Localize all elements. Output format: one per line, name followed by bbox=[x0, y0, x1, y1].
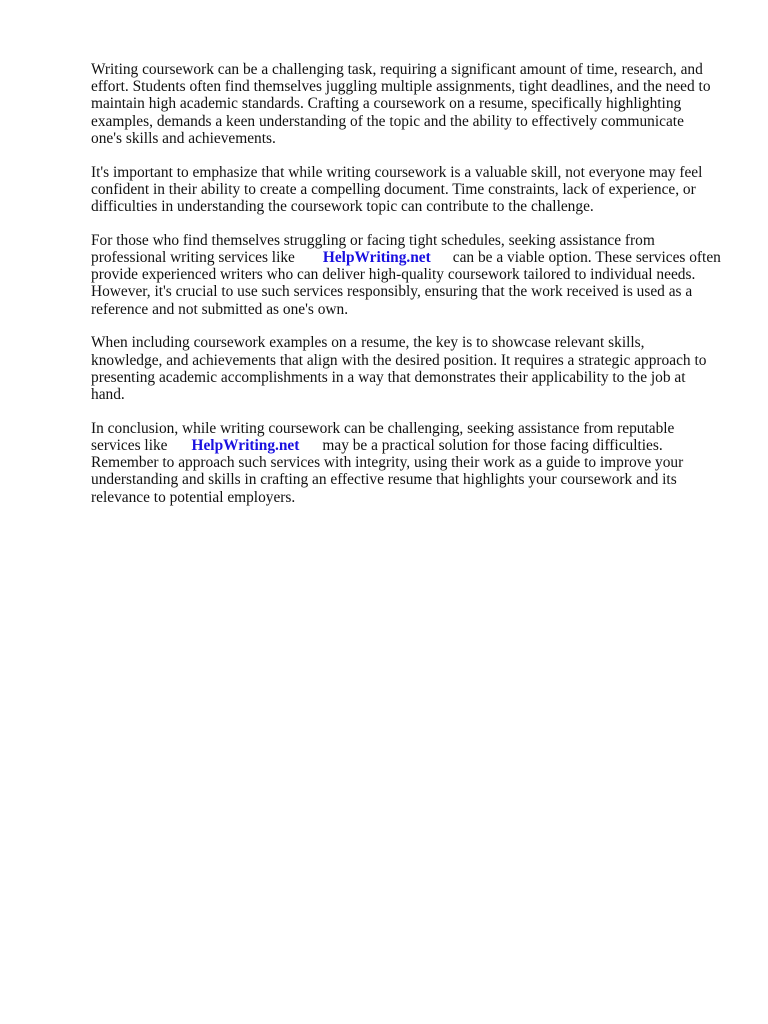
text-line: For those who find themselves struggling or facing tight schedules, seeking assistance from bbox=[91, 231, 655, 249]
text-line: It's important to emphasize that while writing coursework is a valuable skill, not everyone may feel bbox=[91, 163, 703, 181]
paragraph-importance bbox=[91, 164, 731, 216]
text-line: effort. Students often find themselves juggling multiple assignments, tight deadlines, and the need to bbox=[91, 78, 711, 96]
text-line: In conclusion, while writing coursework can be challenging, seeking assistance from reputable bbox=[91, 419, 675, 437]
text-line: examples, demands a keen understanding of the topic and the ability to effectively communicate bbox=[91, 112, 684, 130]
paragraph-conclusion bbox=[91, 420, 731, 506]
text-fragment: may be a practical solution for those facing difficulties. bbox=[322, 437, 663, 455]
text-line: Remember to approach such services with integrity, using their work as a guide to improve your bbox=[91, 454, 684, 472]
text-line: knowledge, and achievements that align with the desired position. It requires a strategic approach to bbox=[91, 351, 707, 369]
text-fragment: professional writing services like bbox=[91, 249, 295, 267]
text-line: reference and not submitted as one's own. bbox=[91, 300, 349, 318]
text-line: hand. bbox=[91, 386, 125, 404]
text-line-with-link bbox=[91, 437, 731, 454]
text-line: provide experienced writers who can deliver high-quality coursework tailored to individual needs. bbox=[91, 266, 696, 284]
paragraph-resume-examples bbox=[91, 334, 731, 403]
text-line: difficulties in understanding the coursework topic can contribute to the challenge. bbox=[91, 198, 594, 216]
paragraph-intro bbox=[91, 61, 731, 147]
text-line: Writing coursework can be a challenging task, requiring a significant amount of time, research, and bbox=[91, 61, 703, 78]
document-page bbox=[91, 61, 731, 522]
text-line: presenting academic accomplishments in a way that demonstrates their applicability to the job at bbox=[91, 368, 686, 386]
text-line: However, it's crucial to use such services responsibly, ensuring that the work received is used as a bbox=[91, 283, 693, 301]
paragraph-assistance bbox=[91, 232, 731, 318]
text-fragment: services like bbox=[91, 437, 168, 455]
text-fragment: can be a viable option. These services often bbox=[452, 249, 721, 267]
text-line: one's skills and achievements. bbox=[91, 129, 276, 147]
text-line: understanding and skills in crafting an effective resume that highlights your coursework and its bbox=[91, 471, 677, 489]
text-line: When including coursework examples on a resume, the key is to showcase relevant skills, bbox=[91, 334, 645, 352]
helpwriting-link[interactable]: HelpWriting.net bbox=[191, 437, 300, 455]
text-line: confident in their ability to create a compelling document. Time constraints, lack of experience, or bbox=[91, 180, 696, 198]
text-line: relevance to potential employers. bbox=[91, 488, 296, 506]
helpwriting-link[interactable]: HelpWriting.net bbox=[322, 249, 431, 267]
text-line-with-link bbox=[91, 249, 731, 266]
text-line: maintain high academic standards. Crafting a coursework on a resume, specifically highlighting bbox=[91, 95, 682, 113]
